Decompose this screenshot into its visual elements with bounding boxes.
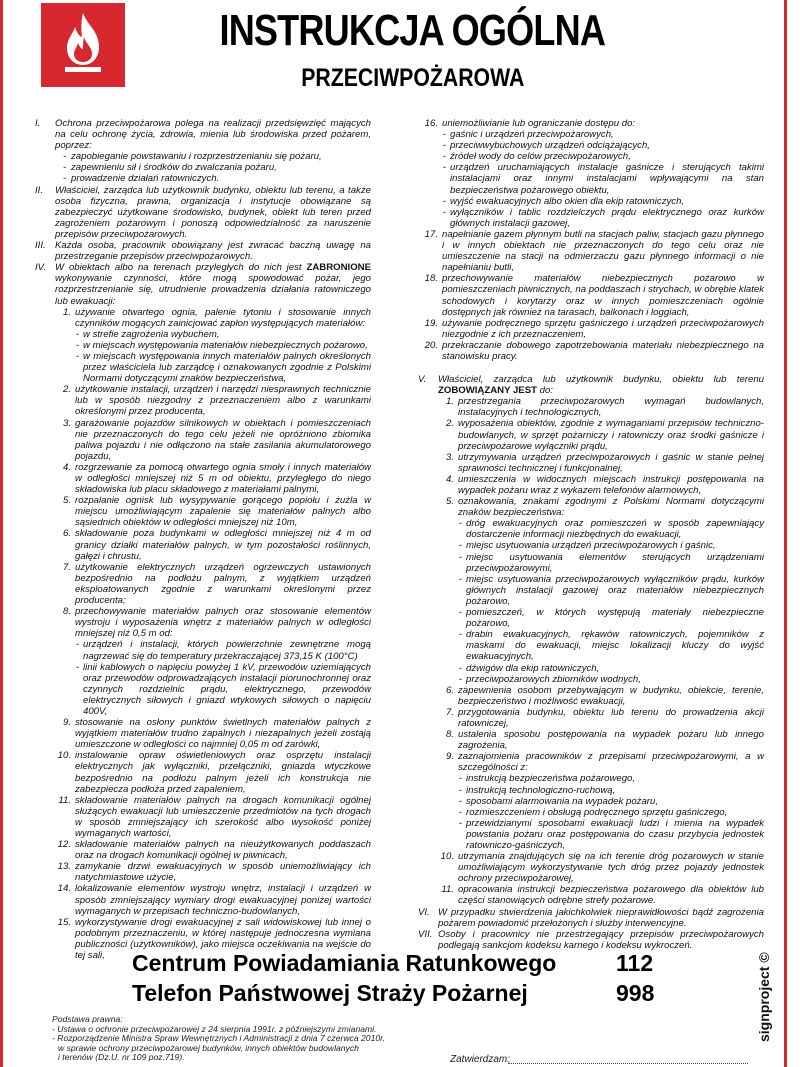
approved-label: Zatwierdzam: bbox=[450, 1054, 511, 1065]
list-item: - wyjść ewakuacyjnych albo okien dla ekip ratowniczych, bbox=[442, 195, 685, 207]
list-item: - zapewnieniu sił i środków do zwalczania pożaru, bbox=[63, 162, 277, 174]
list-item: 11. opracowania instrukcji bezpieczeństwa pożarowego dla obiektów lub części stanowiących odrębne strefy pożarowe. bbox=[441, 884, 764, 907]
list-item: 17. napełnianie gazem płynnym butli na stacjach paliw, stacjach gazu płynnego i w innych obiektach nie przeznaczonych do tego celu oraz nie umieszczenie na stacji na odmierzaczu gazu płynnego informacji o nie napełnianiu butli, bbox=[424, 228, 764, 274]
list-item: 5. oznakowania, znakami zgodnymi z Polskimi Normami dotyczącymi znaków bezpieczeństwa: bbox=[445, 496, 764, 519]
page-subtitle: PRZECIWPOŻAROWA bbox=[301, 64, 525, 92]
emergency-number: 112 bbox=[616, 950, 654, 976]
signature-line bbox=[508, 1063, 748, 1064]
list-item: - instrukcją technologiczno-ruchową, bbox=[458, 784, 616, 796]
list-item: - dróg ewakuacyjnych oraz pomieszczeń w sposób zapewniający dostarczenie informacji niezbędnych do ewakuacji, bbox=[458, 518, 764, 541]
list-item: 5. rozpalanie ognisk lub wysypywanie gorącego popiołu i żużla w miejscu umożliwiającym zapalenie się materiałów palnych albo sąsiednich obiektów w odległości mniejszej niż 10m, bbox=[62, 495, 371, 529]
list-item: - gaśnic i urządzeń przeciwpożarowych, bbox=[442, 129, 614, 141]
list-item: - wyłączników i tablic rozdzielczych prądu elektrycznego oraz kurków głównych instalacji gazowej, bbox=[442, 206, 764, 229]
list-item: 6. składowanie poza budynkami w odległości mniejszej niż 4 m od granicy działki materiałów palnych, w tym pozostałości roślinnych, gałęzi i chrustu, bbox=[62, 528, 371, 562]
list-item: 10. instalowanie opraw oświetleniowych oraz osprzętu instalacji elektrycznych jak wyłączniki, przełączniki, gniazda wtyczkowe bezpośrednio na podłożu palnym jeżeli ich konstrukcja nie zabezpiecza podłoża przed zapaleniem, bbox=[57, 750, 371, 795]
left-column bbox=[35, 118, 371, 961]
section-7: VII. Osoby i pracownicy nie przestrzegający przepisów przeciwpożarowych podlegają sankcjom kodeksu karnego i kodeksu wykroczeń. bbox=[418, 928, 764, 951]
section-1-list bbox=[35, 151, 371, 184]
right-red-border bbox=[784, 0, 787, 1067]
section-5: V. Właściciel, zarządca lub użytkownik budynku, obiektu lub terenu ZOBOWIĄZANY JEST do: bbox=[418, 374, 764, 397]
list-item: 9. zaznajomienia pracowników z przepisami przeciwpożarowymi, a w szczególności z: bbox=[445, 751, 764, 774]
list-item: 11. składowanie materiałów palnych na drogach komunikacji ogólnej służących ewakuacji lub umieszczenie przedmiotów na tych drogach w sposób zmniejszający ich szerokość albo wysokość poniżej wymaganych wartości, bbox=[58, 794, 371, 839]
list-item: - przeciwpożarowych zbiorników wodnych, bbox=[458, 673, 641, 685]
right-column bbox=[418, 118, 764, 951]
list-item: 13. zamykanie drzwi ewakuacyjnych w sposób uniemożliwiający ich natychmiastowe użycie, bbox=[57, 861, 371, 884]
list-item: 3. utrzymywania urządzeń przeciwpożarowych i gaśnic w stanie pełnej sprawności technicznej i funkcjonalnej, bbox=[445, 451, 764, 474]
list-item: 8. ustalenia sposobu postępowania na wypadek pożaru lub innego zagrożenia, bbox=[445, 729, 764, 752]
page-title: INSTRUKCJA OGÓLNA bbox=[219, 6, 606, 55]
list-item: 10. utrzymania znajdujących się na ich terenie dróg pożarowych w stanie umożliwiającym wykorzystywanie tych dróg przez pojazdy jednostek ochrony przeciwpożarowej, bbox=[440, 851, 764, 885]
list-item: - sposobami alarmowania na wypadek pożaru, bbox=[458, 795, 658, 807]
prohibited-label: ZABRONIONE bbox=[306, 262, 371, 274]
prohibited-list bbox=[35, 307, 371, 962]
list-item: 9. stosowanie na osłony punktów świetlnych materiałów palnych z wyjątkiem materiałów trudno zapalnych i niezapalnych jeżeli zostają umieszczone w odległości co najmniej 0,05 m od żarówki, bbox=[62, 717, 371, 751]
list-item: - w miejscach występowania innych materiałów palnych określonych przez właściciela lub zarządcę i oznakowanych zgodnie z Polskimi Normami dotyczącymi znaków bezpieczeństwa, bbox=[75, 350, 371, 385]
list-item: - drabin ewakuacyjnych, rękawów ratowniczych, pojemników z maskami do ewakuacji, miejsc lokalizacji kluczy do wyjść ewakuacyjnych, bbox=[458, 629, 764, 663]
list-item: 16. uniemożliwianie lub ograniczanie dostępu do: bbox=[424, 118, 636, 129]
section-6: VI. W przypadku stwierdzenia jakichkolwiek nieprawidłowości bądź zagrożenia pożarem powiadomić przełożonych i służby interwencyjne. bbox=[418, 906, 764, 929]
list-item: 12. składowanie materiałów palnych na nieużytkowanych poddaszach oraz na drogach komunikacji ogólnej w piwnicach, bbox=[57, 839, 371, 862]
section-3: III. Każda osoba, pracownik obowiązany jest zwracać baczną uwagę na przestrzeganie przepisów przeciwpożarowych. bbox=[35, 240, 371, 263]
list-item: 4. umieszczenia w widocznych miejscach instrukcji postępowania na wypadek pożaru wraz z wykazem telefonów alarmowych, bbox=[445, 473, 764, 496]
section-1: I. Ochrona przeciwpożarowa polega na realizacji przedsięwzięć mających na celu ochronę życia, zdrowia, mienia lub środowiska przed pożarem, poprzez: bbox=[35, 118, 371, 152]
list-item: 2. wyposażenia obiektów, zgodnie z wymaganiami przepisów techniczno-budowlanych, w sprzęt pożarniczy i ratowniczy oraz środki gaśnicze i przeciwpożarowe wyłączniki prądu, bbox=[445, 418, 764, 452]
list-item: 15. wykorzystywanie drogi ewakuacyjnej z sali widowiskowej lub innej o podobnym przeznaczeniu, w której następuje jednoczesna wymiana publiczności (użytkowników), jako miejsca oczekiwania na wejście do tej sali, bbox=[57, 916, 371, 962]
list-item: 6. zapewnienia osobom przebywającym w budynku, obiekcie, terenie, bezpieczeństwo i możliwość ewakuacji, bbox=[445, 684, 764, 707]
list-item: - zapobieganie powstawaniu i rozprzestrzenianiu się pożaru, bbox=[63, 151, 322, 163]
list-item: - miejsc usytuowania urządzeń przeciwpożarowych i gaśnic, bbox=[458, 540, 716, 552]
list-item: - prowadzenie działań ratowniczych. bbox=[63, 173, 220, 185]
list-item: - przeciwwybuchowych urządzeń odciążających, bbox=[442, 140, 650, 152]
list-item: - przewidzianymi sposobami ewakuacji ludzi i mienia na wypadek powstania pożaru oraz postępowania do czasu przybycia jednostek ratowniczo-gaśniczych, bbox=[458, 817, 764, 851]
list-item: 4. rozgrzewanie za pomocą otwartego ognia smoły i innych materiałów w odległości mniejszej niż 5 m od obiektu, przyległego do niego składowiska lub placu składowego z materiałami palnymi, bbox=[62, 461, 371, 496]
list-item: - linii kablowych o napięciu powyżej 1 kV, przewodów uziemiających oraz przewodów odprowadzających instalacji piorunochronnej oraz czynnych rozdzielnic prądu, elektrycznego, przewodów elektrycznych siłowych i gniazd wtykowych siłowych o napięciu 400V, bbox=[75, 661, 371, 717]
fire-brigade-number: 998 bbox=[616, 980, 655, 1006]
list-item: - dźwigów dla ekip ratowniczych, bbox=[458, 662, 600, 674]
list-item: 7. przygotowania budynku, obiektu lub terenu do prowadzenia akcji ratowniczej, bbox=[445, 706, 764, 729]
list-item: 19. używanie podręcznego sprzętu gaśniczego i urządzeń przeciwpożarowych niezgodnie z ich przeznaczeniem, bbox=[424, 317, 764, 340]
list-item: - pomieszczeń, w których występują materiały niebezpieczne pożarowo, bbox=[458, 607, 764, 630]
list-item: 8. przechowywanie materiałów palnych oraz stosowanie elementów wystroju i wyposażenia wnętrz z materiałów palnych w odległości mniejszej niż 0,5 m od: bbox=[62, 606, 371, 640]
obliged-list bbox=[418, 396, 764, 906]
fire-brigade-number-row: Telefon Państwowej Straży Pożarnej 998 bbox=[132, 980, 655, 1006]
list-item: 2. użytkowanie instalacji, urządzeń i narzędzi niesprawnych technicznie lub w sposób niezgodny z przeznaczeniem albo z warunkami określonymi przez producenta, bbox=[62, 384, 371, 418]
list-item: - instrukcją bezpieczeństwa pożarowego, bbox=[458, 773, 636, 785]
left-red-border bbox=[0, 0, 3, 1067]
list-item: 1. używanie otwartego ognia, palenie tytoniu i stosowanie innych czynników mogących zainicjować zapłon występujących materiałów: bbox=[62, 306, 371, 329]
list-item: 14. lokalizowanie elementów wystroju wnętrz, instalacji i urządzeń w sposób zmniejszający wymiary drogi ewakuacyjnej poniżej wartości wymaganych w przepisach techniczno-budowlanych, bbox=[57, 883, 371, 917]
list-item: 1. przestrzegania przeciwpożarowych wymagań budowlanych, instalacyjnych i technologicznych, bbox=[445, 396, 764, 419]
section-2: II. Właściciel, zarządca lub użytkownik budynku, obiektu lub terenu, a także osoba fizyczna, prawna, organizacja i instytucje obowiązane są zabezpieczyć użytkowane środowisko, budynek, obiekt lub teren przed zagrożeniem pożarowym i ponoszą odpowiedzialność za naruszenie przepisów przeciwpożarowych. bbox=[35, 184, 371, 240]
section-4: IV. W obiektach albo na terenach przyległych do nich jest ZABRONIONE wykonywanie czynności, które mogą spowodować pożar, jego rozprzestrzenianie się, utrudnienie prowadzenia działania ratowniczego lub ewakuacji: bbox=[35, 262, 371, 307]
obliged-label: ZOBOWIĄZANY JEST bbox=[438, 385, 537, 397]
list-item: - urządzeń uruchamiających instalacje gaśnicze i sterujących takimi instalacjami oraz innymi instalacjami wpływającymi na stan bezpieczeństwa pożarowego obiektu, bbox=[442, 162, 764, 196]
list-item: - w miejscach występowania materiałów niebezpiecznych pożarowo, bbox=[75, 339, 368, 351]
list-item: 20. przekraczanie dobowego zapotrzebowania materiału niebezpiecznego na stanowisku pracy. bbox=[424, 339, 764, 362]
prohibited-list-continued bbox=[418, 118, 764, 362]
list-item: 3. garażowanie pojazdów silnikowych w obiektach i pomieszczeniach nie przeznaczonych do tego celu jeżeli nie opróżniono zbiornika paliwa pojazdu i nie odłączono na stałe zasilania akumulatorowego pojazdu, bbox=[62, 417, 371, 462]
list-item: - urządzeń i instalacji, których powierzchnie zewnętrzne mogą nagrzewać się do temperatury przekraczającej 373,15 K (100°C) bbox=[75, 639, 371, 662]
list-item: - miejsc usytuowania przeciwpożarowych wyłączników prądu, kurków głównych instalacji gazowej oraz materiałów niebezpiecznych pożarowo, bbox=[458, 573, 764, 607]
list-item: - rozmieszczeniem i obsługą podręcznego sprzętu gaśniczego, bbox=[458, 806, 728, 818]
emergency-number-row: Centrum Powiadamiania Ratunkowego 112 bbox=[132, 950, 654, 976]
list-item: 18. przechowywanie materiałów niebezpiecznych pożarowo w pomieszczeniach piwnicznych, na poddaszach i strychach, w obrębie klatek schodowych i korytarzy oraz w innych pomieszczeniach ogólnie dostępnych jak również na tarasach, balkonach i loggiach, bbox=[424, 273, 764, 318]
legal-basis: Podstawa prawna: - Ustawa o ochronie przeciwpożarowej z 24 sierpnia 1991r. z późniejszymi zmianami. - Rozporządzenie Ministra Spraw Wewnętrznych i Administracji z dnia 7 czerwca 2010r. w sprawie ochrony przeciwpożarowej budynków, innych obiektów budowlanych i terenów (Dz.U. nr 109 poz.719). bbox=[52, 1014, 386, 1063]
list-item: - w strefie zagrożenia wybuchem, bbox=[75, 328, 220, 340]
list-item: - miejsc usytuowania elementów sterujących urządzeniami przeciwpożarowymi, bbox=[458, 551, 764, 574]
brand-logo: signproject © bbox=[756, 952, 772, 1042]
list-item: - źródeł wody do celów przeciwpożarowych, bbox=[442, 151, 631, 163]
list-item: 7. użytkowanie elektrycznych urządzeń ogrzewczych ustawionych bezpośrednio na podłożu palnym, z wyjątkiem urządzeń eksploatowanych zgodnie z warunkami określonymi przez producenta; bbox=[62, 561, 371, 607]
